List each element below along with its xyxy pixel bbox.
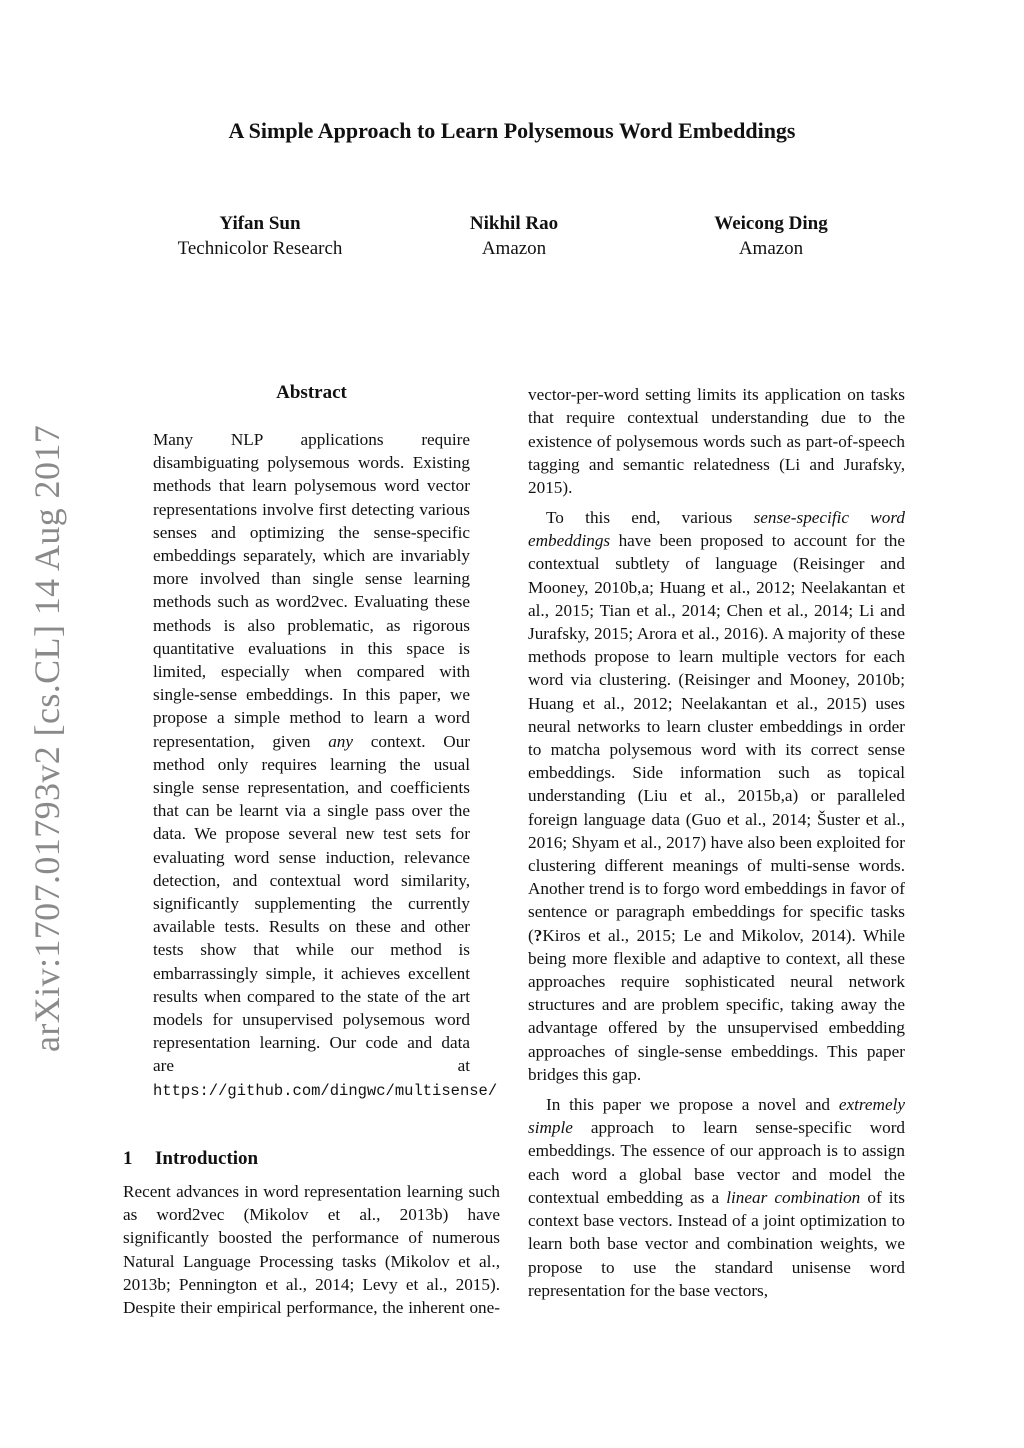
code-url-link[interactable]: https://github.com/dingwc/multisense/ (153, 1081, 498, 1100)
abstract-body (153, 428, 498, 1103)
author-3 (671, 211, 871, 261)
intro-column-left (123, 1180, 500, 1319)
section-number: 1 (123, 1148, 133, 1169)
paper-title: A Simple Approach to Learn Polysemous Word Embeddings (228, 118, 796, 143)
author-affiliation: Technicolor Research (177, 238, 343, 259)
author-2 (414, 211, 614, 261)
intro-column-right (528, 383, 905, 1302)
arxiv-identifier: arXiv:1707.01793v2 [cs.CL] 14 Aug 2017 (27, 424, 67, 1052)
abstract-paragraph: Many NLP applications require disambiguating polysemous words. Existing methods that learn polysemous word vector representations involve first detecting various senses and optimizing the sense-specific embeddings separately, which are invariably more involved than single sense learning methods such as word2vec. Evaluating these methods is also problematic, as rigorous quantitative evaluations in this space is limited, especially when compared with single-sense embeddings. In this paper, we propose a simple method to learn a word representation, given any context. Our method only requires learning the usual single sense representation, and coefficients that can be learnt via a single pass over the data. We propose several new test sets for evaluating word sense induction, relevance detection, and contextual word similarity, significantly supplementing the currently available tests. Results on these and other tests show that while our method is embarrassingly simple, it achieves excellent results when compared to the state of the art models for unsupervised polysemous word representation learning. Our code and data are at https://github.com/dingwc/multisense/ (153, 430, 498, 1100)
intro-paragraph-3: In this paper we propose a novel and extremely simple approach to learn sense-specific word embeddings. The essence of our approach is to assign each word a global base vector and model the contextual embedding as a linear combination of its context base vectors. Instead of a joint optimization to learn both base vector and combination weights, we propose to use the standard unisense word representation for the base vectors, (528, 1095, 906, 1300)
section-title: Introduction (155, 1148, 259, 1169)
section-heading (123, 1148, 258, 1170)
author-affiliation: Amazon (738, 238, 804, 259)
intro-paragraph-2: To this end, various sense-specific word embeddings have been proposed to account for the contextual subtlety of language (Reisinger and Mooney, 2010b,a; Huang et al., 2012; Neelakantan et al., 2015; Tian et al., 2014; Chen et al., 2014; Li and Jurafsky, 2015; Arora et al., 2016). A majority of these methods propose to learn multiple vectors for each word via clustering. (Reisinger and Mooney, 2010b; Huang et al., 2012; Neelakantan et al., 2015) uses neural networks to learn cluster embeddings in order to matcha polysemous word with its correct sense embeddings. Side information such as topical understanding (Liu et al., 2015b,a) or paralleled foreign language data (Guo et al., 2014; Šuster et al., 2016; Shyam et al., 2017) have also been exploited for clustering different meanings of multi-sense words. Another trend is to forgo word embeddings in favor of sentence or paragraph embeddings for specific tasks (?Kiros et al., 2015; Le and Mikolov, 2014). While being more flexible and adaptive to context, all these approaches require sophisticated neural network structures and are problem specific, taking away the advantage offered by the unsupervised embedding approaches of single-sense embeddings. This paper bridges this gap. (528, 508, 906, 1084)
author-name: Yifan Sun (219, 213, 301, 234)
author-1 (160, 211, 360, 261)
intro-paragraph-1: Recent advances in word representation learning such as word2vec (Mikolov et al., 2013b) have significantly boosted the performance of numerous Natural Language Processing tasks (Mikolov et al., 2013b; Pennington et al., 2014; Levy et al., 2015). Despite their empirical performance, the inherent one- (123, 1182, 500, 1318)
author-name: Weicong Ding (714, 213, 828, 234)
author-affiliation: Amazon (481, 238, 547, 259)
intro-paragraph-1-continued: vector-per-word setting limits its application on tasks that require contextual understanding due to the existence of polysemous words such as part-of-speech tagging and semantic relatedness (Li and Jurafsky, 2015). (528, 385, 905, 498)
abstract-heading: Abstract (276, 382, 347, 403)
author-name: Nikhil Rao (469, 213, 559, 234)
